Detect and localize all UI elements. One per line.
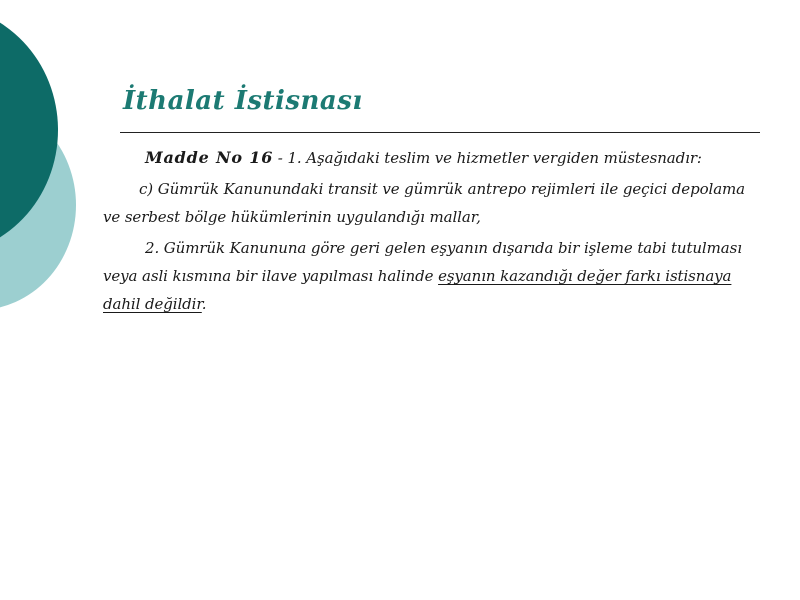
- paragraph-transit: c) Gümrük Kanunundaki transit ve gümrük antrepo rejimleri ile geçici depolama ve serbest bölge hükümlerinin uygulandığı mallar,: [103, 180, 746, 226]
- paragraph-reimport-lead: 2. Gümrük Kanununa göre geri gelen eşyanın dışarıda bir işleme tabi tutulması veya asli kısmına bir ilave yapılması halinde: [103, 239, 742, 285]
- paragraph-reimport-end: .: [201, 295, 207, 313]
- slide-title: İthalat İstisnası: [123, 86, 363, 116]
- title-divider: [120, 132, 760, 133]
- paragraph-reimport: [103, 234, 755, 318]
- slide-body: [103, 144, 755, 321]
- article-text: 1. Aşağıdaki teslim ve hizmetler vergiden müstesnadır:: [287, 149, 702, 167]
- paragraph-article: [103, 144, 755, 172]
- article-label: Madde No 16: [145, 148, 274, 167]
- article-separator: -: [273, 149, 288, 167]
- paragraph-reimport-emphasis: eşyanın kazandığı değer farkı istisnaya dahil değildir: [103, 267, 732, 313]
